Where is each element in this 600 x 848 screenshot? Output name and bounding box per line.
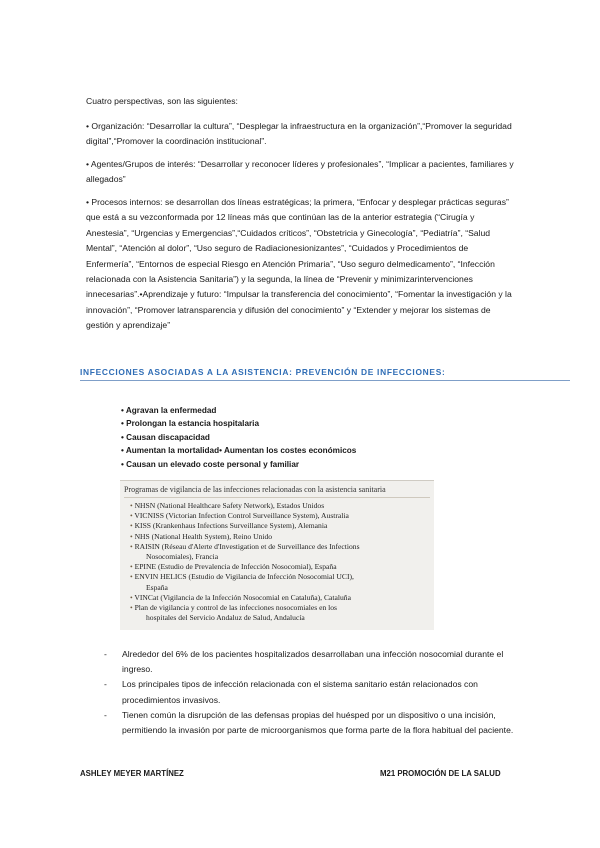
section-heading: INFECCIONES ASOCIADAS A LA ASISTENCIA: PREVENCIÓN DE INFECCIONES:: [80, 367, 446, 377]
list-item: • NHSN (National Healthcare Safety Network), Estados Unidos: [130, 501, 426, 511]
list-item: • Plan de vigilancia y control de las infecciones nosocomiales en los hospitales del Servicio Andaluz de Salud, Andalucía: [130, 603, 426, 623]
perspective-organizacion: • Organización: “Desarrollar la cultura”, “Desplegar la infraestructura en la organización”,“Promover la seguridad digital”,“Promover la coordinación institucional”.: [86, 121, 512, 147]
figure-title: Programas de vigilancia de las infecciones relacionadas con la asistencia sanitaria: [124, 485, 430, 498]
facts-list: [104, 647, 514, 738]
consequences-list: [121, 404, 356, 471]
footer-author: ASHLEY MEYER MARTÍNEZ: [80, 769, 184, 778]
list-item: - Tienen común la disrupción de las defensas propias del huésped por un dispositivo o una incisión, permitiendo la invasión por parte de microorganismos que forma parte de la flora habitual del paciente.: [104, 708, 514, 738]
list-item: • EPINE (Estudio de Prevalencia de Infección Nosocomial), España: [130, 562, 426, 572]
list-item: • ENVIN HELICS (Estudio de Vigilancia de Infección Nosocomial UCI), España: [130, 572, 426, 592]
perspective-procesos: • Procesos internos: se desarrollan dos líneas estratégicas; la primera, “Enfocar y desplegar prácticas seguras” que está a su vezconformada por 12 líneas más que continúan las de la anterior estrategia (“Cirugía y Anestesia”, “Urgencias y Emergencias”,“Cuidados críticos”, “Obstetricia y Ginecología”, “Pediatría”, “Salud Mental”, “Atención al dolor”, “Uso seguro de Radiacionesionizantes”, “Cuidados y Procedimientos de Enfermería”, “Entornos de especial Riesgo en Atención Primaria”, “Uso seguro delmedicamento”, “Infección relacionada con la Asistencia Sanitaria”) y la segunda, la línea de “Prevenir y minimizarintervenciones innecesarias”.•Aprendizaje y futuro: “Impulsar la transferencia del conocimiento”, “Fomentar la investigación y la innovación”, “Promover latransparencia y difusión del conocimiento” y “Extender y mejorar los sistemas de gestión y aprendizaje”: [86, 197, 512, 331]
figure-list: [130, 501, 426, 623]
section-divider: [80, 380, 570, 381]
list-item: • RAISIN (Réseau d'Alerte d'Investigation et de Surveillance des Infections Nosocomiales), Francia: [130, 542, 426, 562]
list-item: • VINCat (Vigilancia de la Infección Nosocomial en Cataluña), Cataluña: [130, 593, 426, 603]
list-item: • Causan discapacidad: [121, 431, 356, 444]
list-item: - Los principales tipos de infección relacionada con el sistema sanitario están relacionados con procedimientos invasivos.: [104, 677, 514, 707]
intro-text: Cuatro perspectivas, son las siguientes:: [86, 96, 238, 106]
list-item: • Prolongan la estancia hospitalaria: [121, 417, 356, 430]
perspective-agentes: • Agentes/Grupos de interés: “Desarrollar y reconocer líderes y profesionales”, “Implicar a pacientes, familiares y allegados”: [86, 159, 514, 185]
list-item: • KISS (Krankenhaus Infections Surveillance System), Alemania: [130, 521, 426, 531]
list-item: • Causan un elevado coste personal y familiar: [121, 458, 356, 471]
footer-course: M21 PROMOCIÓN DE LA SALUD: [380, 769, 501, 778]
list-item: • Agravan la enfermedad: [121, 404, 356, 417]
list-item: • VICNISS (Victorian Infection Control Surveillance System), Australia: [130, 511, 426, 521]
list-item: - Alrededor del 6% de los pacientes hospitalizados desarrollaban una infección nosocomial durante el ingreso.: [104, 647, 514, 677]
list-item: • Aumentan la mortalidad• Aumentan los costes económicos: [121, 444, 356, 457]
list-item: • NHS (National Health System), Reino Unido: [130, 532, 426, 542]
surveillance-programs-figure: [120, 480, 434, 630]
